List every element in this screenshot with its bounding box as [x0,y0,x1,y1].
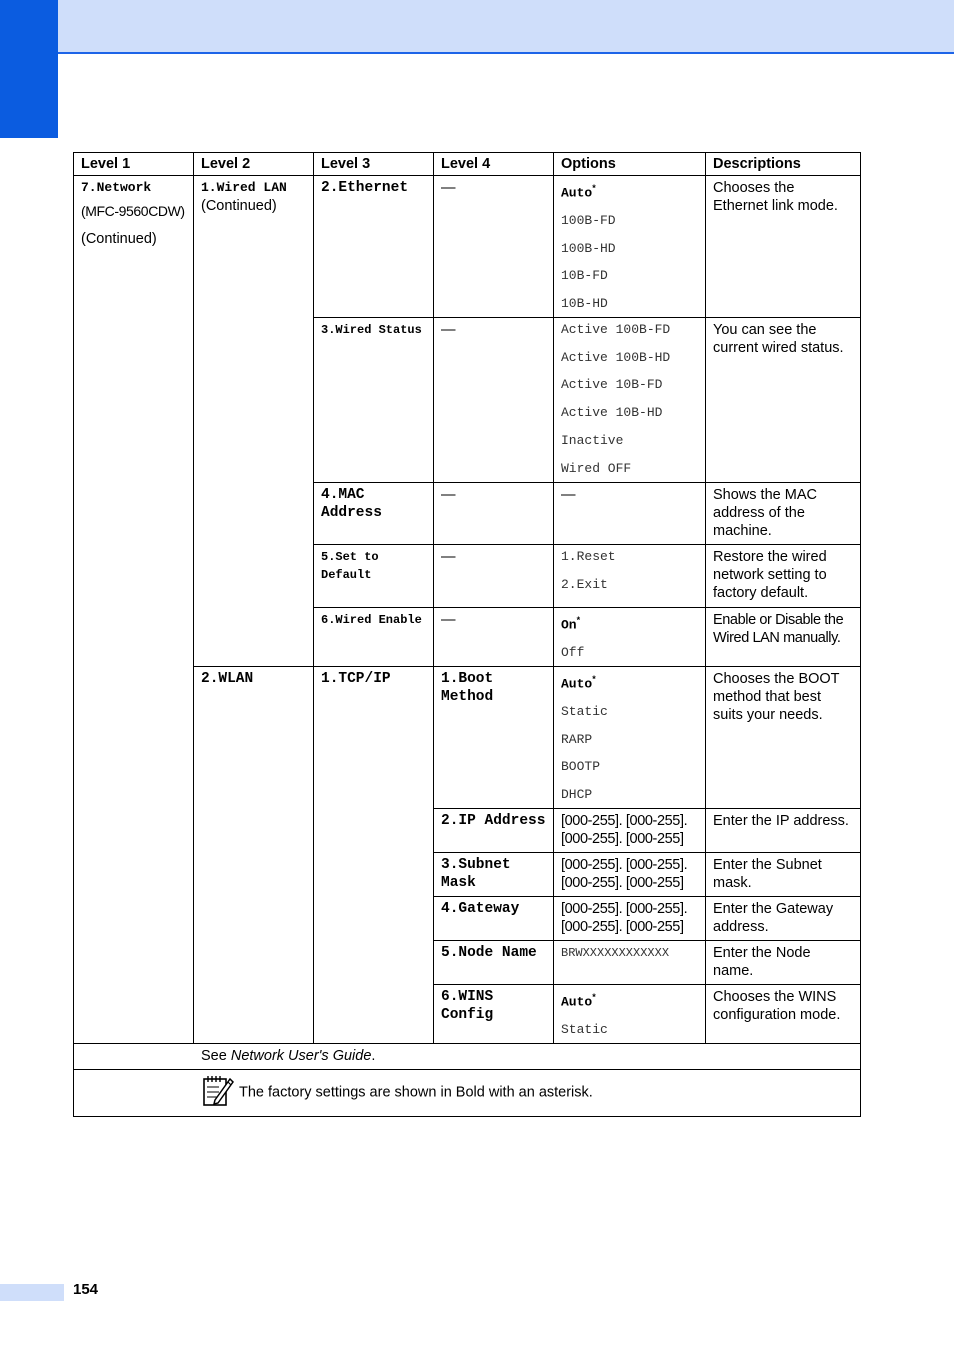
header-level1: Level 1 [74,153,194,176]
level4-subnet-mask: 3.Subnet Mask [434,853,554,897]
option: 1.Reset [561,549,616,565]
level4-ethernet: — [434,176,554,318]
level4-set-to-default: — [434,545,554,608]
option: Active 100B-HD [561,349,671,365]
option: Static [561,704,608,720]
option: Off [561,645,585,661]
option: RARP [561,731,593,747]
description-mac-address: Shows the MAC address of the machine. [706,483,861,545]
see-guide-cell [74,1044,861,1070]
option: Static [561,1022,608,1038]
header-options: Options [554,153,706,176]
options-set-to-default [554,545,706,608]
option-default: Auto* [561,674,596,692]
level2-wired-name: 1.Wired LAN [201,180,287,195]
level4-wins-config: 6.WINS Config [434,985,554,1044]
level1-name: 7.Network [81,180,152,195]
option-default: Auto* [561,992,596,1010]
description-wired-enable: Enable or Disable the Wired LAN manually. [706,608,861,667]
table-row [74,176,861,318]
description-wired-status: You can see the current wired status. [706,318,861,483]
menu-table [73,152,861,1117]
description-gateway: Enter the Gateway address. [706,897,861,941]
page-number-tab [0,1284,64,1301]
level2-wired-continued: (Continued) [201,198,277,214]
description-wins-config: Chooses the WINS configuration mode. [706,985,861,1044]
options-mac-address: — [554,483,706,545]
option: Wired OFF [561,460,632,476]
option: Active 10B-FD [561,377,663,393]
level1-continued: (Continued) [81,231,157,247]
level4-node-name: 5.Node Name [434,941,554,985]
see-guide-prefix: See [201,1048,231,1065]
option: Inactive [561,432,624,448]
options-wins-config [554,985,706,1044]
option: Active 100B-FD [561,322,671,338]
header-descriptions: Descriptions [706,153,861,176]
level4-ip-address: 2.IP Address [434,809,554,853]
header-level2: Level 2 [194,153,314,176]
level3-wired-status: 3.Wired Status [314,318,434,483]
option-default: Auto* [561,183,596,201]
see-guide-title: Network User's Guide [230,1048,372,1065]
option: DHCP [561,787,593,803]
description-node-name: Enter the Node name. [706,941,861,985]
options-wired-enable [554,608,706,667]
option: 10B-HD [561,296,608,312]
options-gateway: [000-255]. [000-255]. [000-255]. [000-255] [554,897,706,941]
level3-set-to-default: 5.Set to Default [314,545,434,608]
description-boot-method: Chooses the BOOT method that best suits your needs. [706,667,861,809]
options-subnet-mask: [000-255]. [000-255]. [000-255]. [000-255] [554,853,706,897]
page-number: 154 [73,1281,99,1298]
header-row [74,153,861,176]
description-ethernet: Chooses the Ethernet link mode. [706,176,861,318]
description-subnet-mask: Enter the Subnet mask. [706,853,861,897]
option: Active 10B-HD [561,405,663,421]
level4-mac-address: — [434,483,554,545]
option: 10B-FD [561,268,608,284]
description-ip-address: Enter the IP address. [706,809,861,853]
notepad-pencil-icon [201,1073,235,1112]
level1-cell [74,176,194,1044]
option: 100B-FD [561,213,616,229]
option: 100B-HD [561,240,616,256]
level4-boot-method: 1.Boot Method [434,667,554,809]
note-text: The factory settings are shown in Bold with an asterisk. [239,1084,593,1101]
options-ethernet [554,176,706,318]
option: BRWXXXXXXXXXXXX [561,946,670,961]
option: BOOTP [561,759,601,775]
options-wired-status [554,318,706,483]
option: 2.Exit [561,576,608,592]
chapter-tab [0,0,58,138]
level4-gateway: 4.Gateway [434,897,554,941]
header-band [58,0,954,54]
note-row [74,1070,861,1117]
options-boot-method [554,667,706,809]
see-guide-row [74,1044,861,1070]
level2-wired-cell [194,176,314,667]
level3-ethernet: 2.Ethernet [314,176,434,318]
note-cell [74,1070,861,1117]
see-guide-suffix: . [371,1048,376,1065]
options-ip-address: [000-255]. [000-255]. [000-255]. [000-255] [554,809,706,853]
level4-wired-enable: — [434,608,554,667]
header-level4: Level 4 [434,153,554,176]
options-node-name [554,941,706,985]
description-set-to-default: Restore the wired network setting to factory default. [706,545,861,608]
header-level3: Level 3 [314,153,434,176]
level3-mac-address: 4.MAC Address [314,483,434,545]
level3-wired-enable: 6.Wired Enable [314,608,434,667]
option-default: On* [561,615,581,633]
level1-model: (MFC-9560CDW) [81,203,185,219]
level3-tcpip: 1.TCP/IP [314,667,434,1044]
level4-wired-status: — [434,318,554,483]
level2-wlan: 2.WLAN [194,667,314,1044]
